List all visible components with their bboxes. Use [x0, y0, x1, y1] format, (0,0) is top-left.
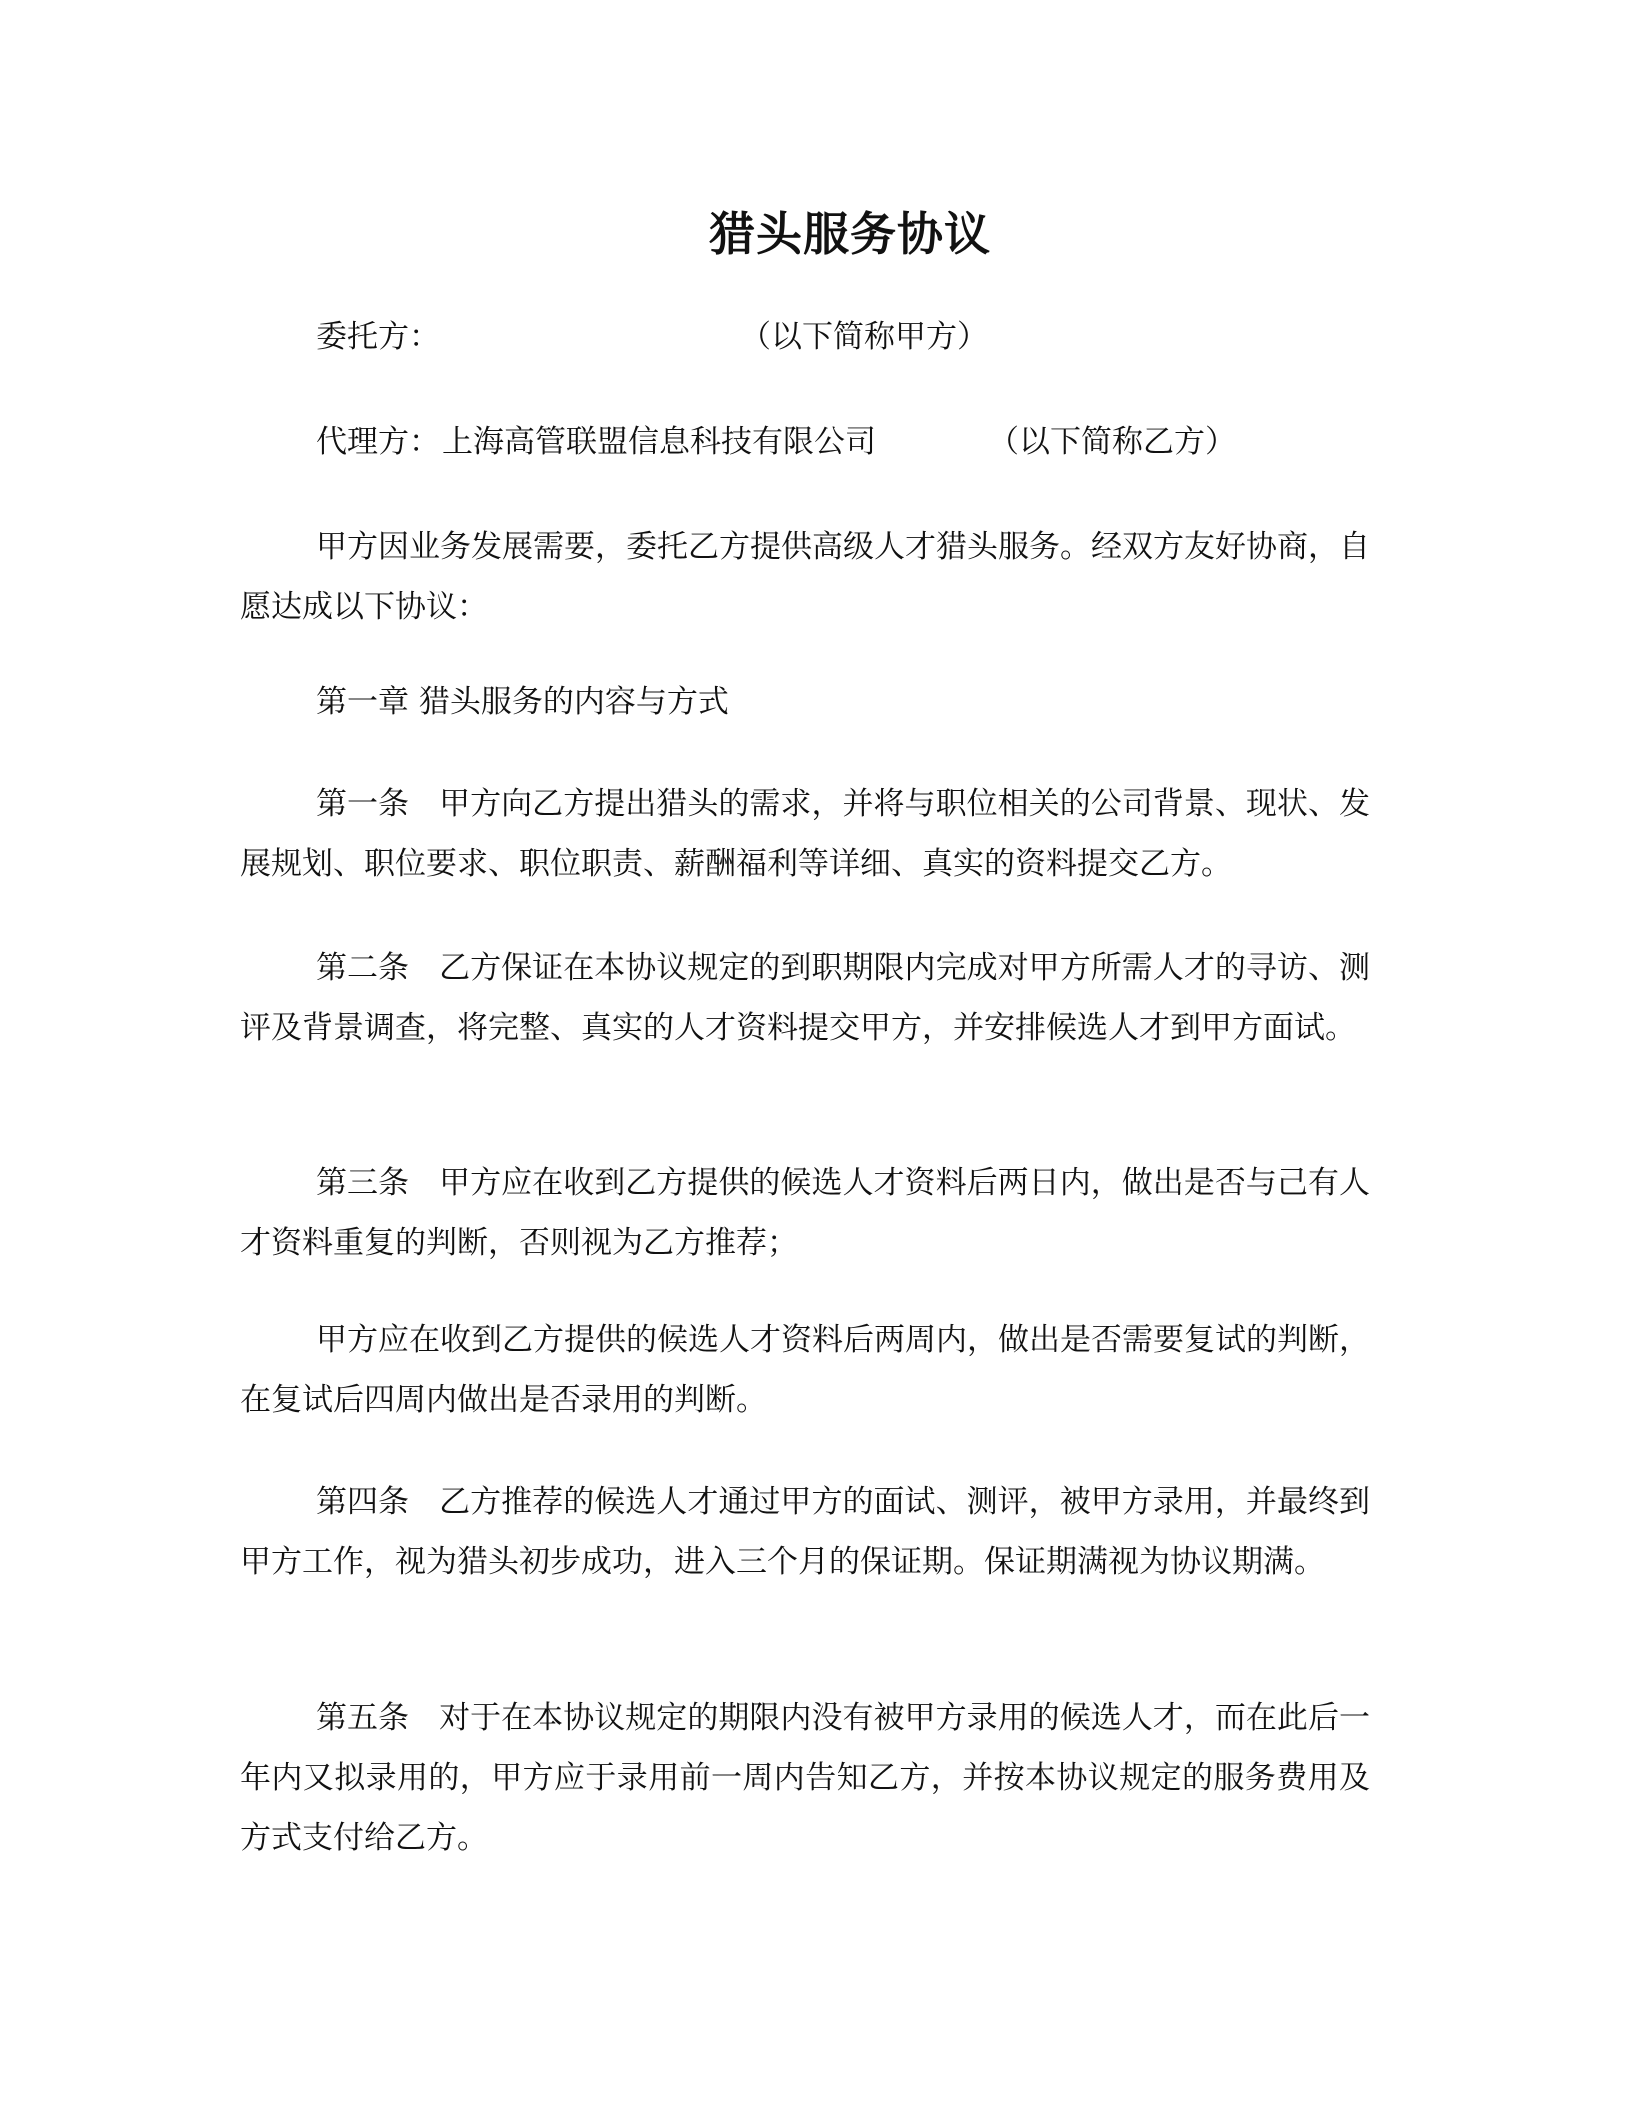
- article-text: 乙方推荐的候选人才通过甲方的面试、测评，被甲方录用，并最终到甲方工作，视为猎头初步成功，进入三个月的保证期。保证期满视为协议期满。: [240, 1484, 1370, 1580]
- article-1: [240, 774, 1370, 894]
- agent-name: 上海高管联盟信息科技有限公司: [442, 424, 876, 460]
- client-label: 委托方：: [316, 319, 440, 355]
- article-3: [240, 1153, 1370, 1273]
- intro-paragraph: 甲方因业务发展需要，委托乙方提供高级人才猎头服务。经双方友好协商，自愿达成以下协议：: [240, 529, 1370, 625]
- agent-label: 代理方：: [316, 424, 440, 460]
- article-text: 甲方应在收到乙方提供的候选人才资料后两日内，做出是否与己有人才资料重复的判断，否则视为乙方推荐；: [240, 1165, 1370, 1261]
- article-label: 第五条: [316, 1700, 410, 1736]
- client-note: （以下简称甲方）: [740, 319, 988, 355]
- article-text: 甲方向乙方提出猎头的需求，并将与职位相关的公司背景、现状、发展规划、职位要求、职位职责、薪酬福利等详细、真实的资料提交乙方。: [240, 786, 1370, 882]
- article-text: 乙方保证在本协议规定的到职期限内完成对甲方所需人才的寻访、测评及背景调查，将完整、真实的人才资料提交甲方，并安排候选人才到甲方面试。: [240, 950, 1370, 1046]
- article-3-continued: [240, 1310, 1370, 1430]
- article-label: 第三条: [316, 1165, 410, 1201]
- article-text: 对于在本协议规定的期限内没有被甲方录用的候选人才，而在此后一年内又拟录用的，甲方应于录用前一周内告知乙方，并按本协议规定的服务费用及方式支付给乙方。: [240, 1700, 1370, 1856]
- article-label: 第一条: [316, 786, 410, 822]
- article-4: [240, 1472, 1370, 1592]
- article-5: [240, 1688, 1370, 1868]
- document-title: 猎头服务协议: [709, 207, 991, 261]
- agent-note: （以下简称乙方）: [988, 424, 1236, 460]
- article-label: 第二条: [316, 950, 410, 986]
- article-label: 第四条: [316, 1484, 410, 1520]
- article-2: [240, 938, 1370, 1058]
- article-text: 甲方应在收到乙方提供的候选人才资料后两周内，做出是否需要复试的判断，在复试后四周内做出是否录用的判断。: [240, 1322, 1370, 1418]
- chapter-heading: 第一章 猎头服务的内容与方式: [316, 684, 729, 720]
